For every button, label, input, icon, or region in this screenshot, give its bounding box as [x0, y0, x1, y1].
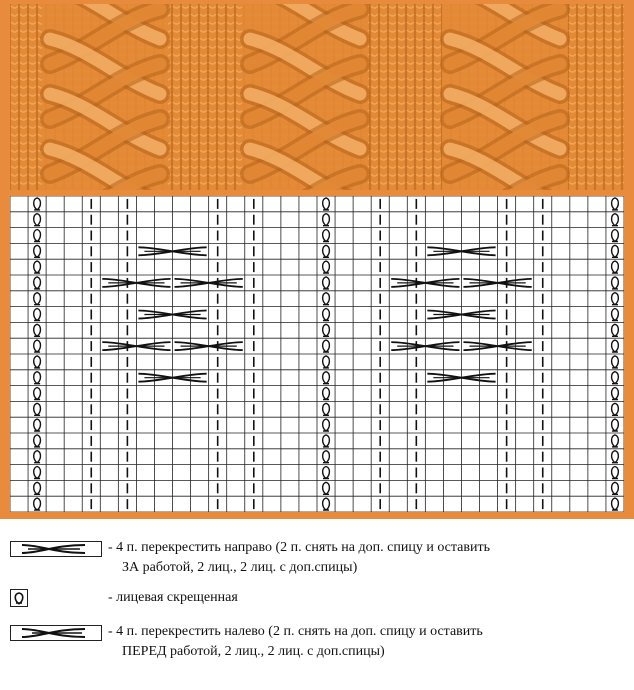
twisted-knit-icon	[323, 498, 330, 510]
twisted-knit-icon	[612, 451, 619, 463]
twisted-knit-icon	[323, 261, 330, 273]
twisted-knit-icon	[34, 372, 41, 384]
twisted-knit-icon	[34, 340, 41, 352]
legend-left-cross-line1: - 4 п. перекрестить налево (2 п. снять на доп. спицу и оставить	[108, 624, 483, 639]
twisted-knit-icon	[34, 403, 41, 415]
twisted-knit-icon	[34, 198, 41, 210]
knit-texture	[10, 4, 624, 190]
twisted-knit-icon	[612, 467, 619, 479]
twisted-knit-icon	[34, 498, 41, 510]
cable-band	[42, 4, 168, 190]
twisted-knit-icon	[612, 482, 619, 494]
twisted-knit-icon	[34, 214, 41, 226]
legend	[0, 519, 634, 690]
twisted-knit-icon	[323, 214, 330, 226]
twisted-knit-icon	[612, 419, 619, 431]
twisted-knit-icon	[34, 356, 41, 368]
twisted-knit-icon	[612, 435, 619, 447]
twisted-knit-icon	[323, 356, 330, 368]
twisted-knit-icon	[612, 356, 619, 368]
twisted-knit-icon	[323, 230, 330, 242]
twisted-knit-icon	[323, 435, 330, 447]
twisted-knit-icon	[612, 498, 619, 510]
grid-lines	[10, 196, 624, 512]
twisted-knit-icon	[34, 419, 41, 431]
legend-item-left-cross	[10, 624, 483, 659]
cable-band	[242, 4, 368, 190]
twisted-knit-icon	[612, 324, 619, 336]
twisted-knit-icon	[34, 230, 41, 242]
twisted-knit-icon	[323, 467, 330, 479]
twisted-knit-icon	[34, 467, 41, 479]
twisted-knit-icon	[323, 451, 330, 463]
right-cross-icon	[10, 541, 102, 557]
twisted-knit-icon	[612, 403, 619, 415]
legend-twisted-knit-line1: - лицевая скрещенная	[108, 590, 238, 605]
twisted-knit-icon	[323, 293, 330, 305]
twisted-knit-icon	[612, 214, 619, 226]
twisted-knit-icon	[612, 261, 619, 273]
twisted-knit-icon	[34, 261, 41, 273]
legend-right-cross-line2: ЗА работой, 2 лиц., 2 лиц. с доп.спицы)	[122, 560, 358, 575]
twisted-knit-icon	[612, 372, 619, 384]
twisted-knit-icon	[323, 198, 330, 210]
twisted-knit-icon	[34, 388, 41, 400]
cable-band	[442, 4, 568, 190]
twisted-knit-icon	[612, 388, 619, 400]
twisted-knit-icon	[323, 340, 330, 352]
chart-grid	[10, 196, 624, 512]
twisted-knit-icon	[323, 419, 330, 431]
legend-item-twisted-knit	[10, 589, 238, 612]
twisted-knit-icon	[10, 589, 28, 607]
twisted-knit-icon	[34, 277, 41, 289]
twisted-knit-icon	[612, 340, 619, 352]
twisted-knit-icon	[34, 482, 41, 494]
twisted-knit-icon	[323, 309, 330, 321]
stitch-chart	[10, 196, 624, 512]
twisted-knit-icon	[34, 324, 41, 336]
twisted-knit-icon	[323, 324, 330, 336]
twisted-knit-icon	[323, 403, 330, 415]
twisted-knit-icon	[323, 277, 330, 289]
legend-right-cross-line1: - 4 п. перекрестить направо (2 п. снять на доп. спицу и оставить	[108, 540, 490, 555]
legend-item-right-cross	[10, 540, 490, 575]
twisted-knit-icon	[612, 198, 619, 210]
twisted-knit-icon	[34, 293, 41, 305]
twisted-knit-icon	[323, 388, 330, 400]
twisted-knit-icon	[323, 245, 330, 257]
knitted-fabric-photo	[10, 4, 624, 190]
twisted-knit-icon	[612, 230, 619, 242]
cable-bands	[42, 4, 568, 190]
left-cross-icon	[10, 625, 102, 641]
twisted-knit-icon	[34, 309, 41, 321]
twisted-knit-icon	[34, 451, 41, 463]
twisted-knit-icon	[34, 245, 41, 257]
twisted-knit-icon	[323, 372, 330, 384]
twisted-knit-icon	[612, 245, 619, 257]
legend-left-cross-line2: ПЕРЕД работой, 2 лиц., 2 лиц. с доп.спицы)	[122, 644, 385, 659]
twisted-knit-icon	[34, 435, 41, 447]
twisted-knit-icon	[612, 277, 619, 289]
twisted-knit-icon	[612, 293, 619, 305]
twisted-knit-icon	[612, 309, 619, 321]
twisted-knit-icon	[323, 482, 330, 494]
